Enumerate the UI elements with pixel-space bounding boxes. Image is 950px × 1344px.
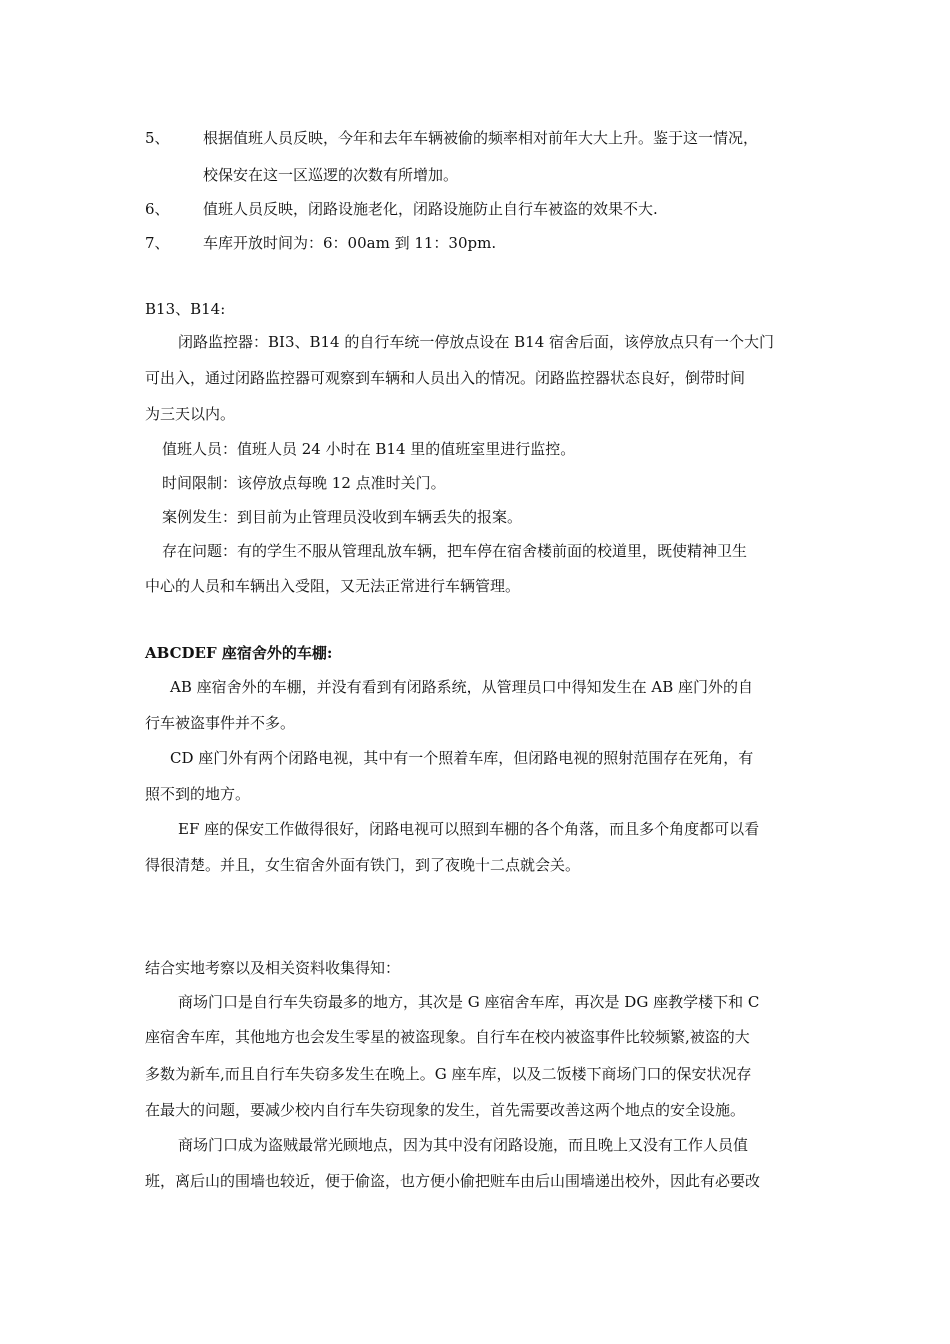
paragraph-line: 行车被盗事件并不多。	[145, 714, 296, 732]
paragraph-line: 闭路监控器：BI3、B14 的自行车统一停放点设在 B14 宿舍后面，该停放点只有一个大门	[178, 333, 775, 351]
list-item-6-line-1: 值班人员反映，闭路设施老化，闭路设施防止自行车被盗的效果不大.	[203, 200, 658, 218]
section-heading-b13: B13、B14:	[145, 300, 226, 318]
paragraph-line: 存在问题：有的学生不服从管理乱放车辆，把车停在宿舍楼前面的校道里，既使精神卫生	[162, 542, 748, 560]
paragraph-line: 座宿舍车库，其他地方也会发生零星的被盗现象。自行车在校内被盗事件比较频繁,被盗的大	[145, 1028, 750, 1046]
paragraph-line: 为三天以内。	[145, 405, 236, 423]
paragraph-line: 多数为新车,而且自行车失窃多发生在晚上。G 座车库，以及二饭楼下商场门口的保安状况存	[145, 1065, 752, 1083]
section-heading-abcdef: ABCDEF 座宿舍外的车棚:	[145, 644, 333, 662]
list-number-6: 6、	[145, 200, 170, 218]
list-number-7: 7、	[145, 234, 170, 252]
paragraph-line: 案例发生：到目前为止管理员没收到车辆丢失的报案。	[162, 508, 523, 526]
list-number-5: 5、	[145, 129, 170, 147]
paragraph-line: 结合实地考察以及相关资料收集得知：	[145, 959, 401, 977]
paragraph-line: 时间限制：该停放点每晚 12 点准时关门。	[162, 474, 446, 492]
paragraph-line: 商场门口是自行车失窃最多的地方，其次是 G 座宿舍车库，再次是 DG 座教学楼下和 C	[178, 993, 760, 1011]
paragraph-line: EF 座的保安工作做得很好，闭路电视可以照到车棚的各个角落，而且多个角度都可以看	[178, 820, 760, 838]
paragraph-line: 商场门口成为盗贼最常光顾地点，因为其中没有闭路设施，而且晚上又没有工作人员值	[178, 1136, 749, 1154]
paragraph-line: 得很清楚。并且，女生宿舍外面有铁门，到了夜晚十二点就会关。	[145, 856, 581, 874]
paragraph-line: AB 座宿舍外的车棚，并没有看到有闭路系统，从管理员口中得知发生在 AB 座门外的自	[170, 678, 754, 696]
paragraph-line: 中心的人员和车辆出入受阻，又无法正常进行车辆管理。	[145, 577, 521, 595]
paragraph-line: 照不到的地方。	[145, 785, 251, 803]
paragraph-line: 班，离后山的围墙也较近，便于偷盗，也方便小偷把赃车由后山围墙递出校外，因此有必要改	[145, 1172, 761, 1190]
list-item-5-line-1: 根据值班人员反映，今年和去年车辆被偷的频率相对前年大大上升。鉴于这一情况，	[203, 129, 759, 147]
paragraph-line: CD 座门外有两个闭路电视，其中有一个照着车库，但闭路电视的照射范围存在死角，有	[170, 749, 754, 767]
list-item-5-line-2: 校保安在这一区巡逻的次数有所增加。	[203, 166, 459, 184]
paragraph-line: 在最大的问题，要减少校内自行车失窃现象的发生，首先需要改善这两个地点的安全设施。	[145, 1101, 746, 1119]
paragraph-line: 可出入，通过闭路监控器可观察到车辆和人员出入的情况。闭路监控器状态良好，倒带时间	[145, 369, 746, 387]
paragraph-line: 值班人员：值班人员 24 小时在 B14 里的值班室里进行监控。	[162, 440, 576, 458]
list-item-7-line-1: 车库开放时间为：6：00am 到 11：30pm.	[203, 234, 497, 252]
